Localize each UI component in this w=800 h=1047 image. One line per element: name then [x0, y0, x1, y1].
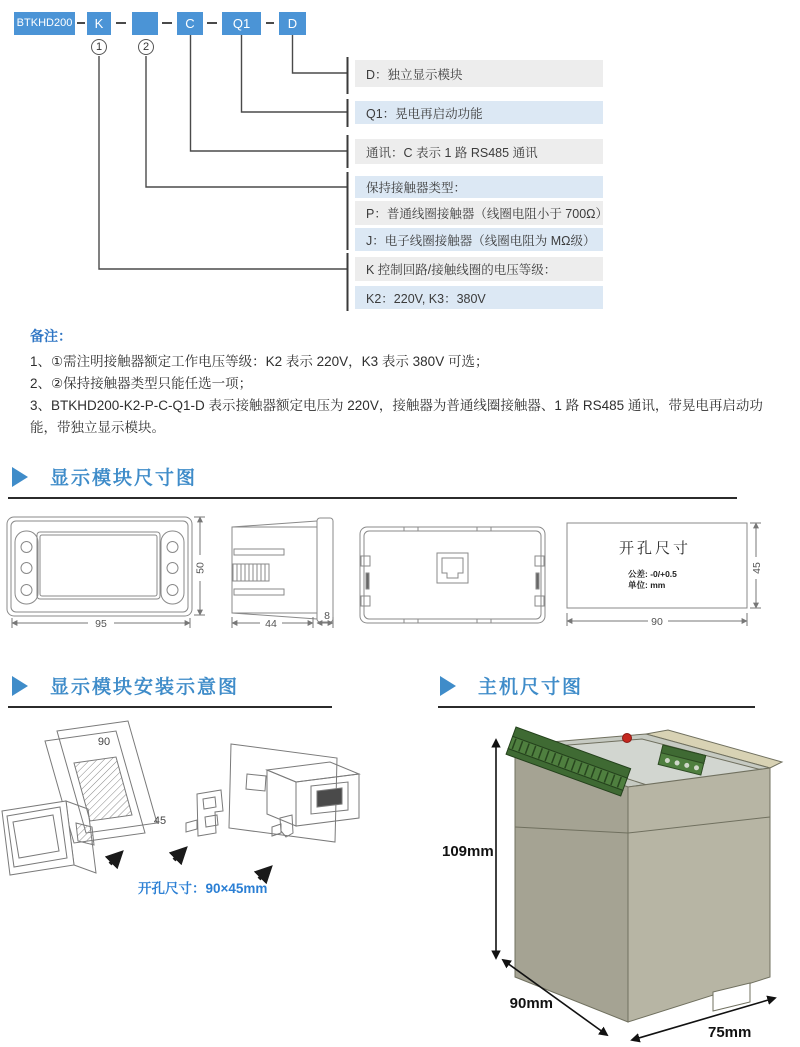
- side-view-dimensions: [232, 617, 333, 628]
- dim-width-label: 75mm: [708, 1024, 752, 1041]
- description-box-k-voltage: K 控制回路/接触线圈的电压等级：: [355, 257, 603, 281]
- triangle-icon: [12, 676, 28, 696]
- installation-left-group: [2, 721, 157, 875]
- host-unit-box: [515, 730, 782, 1022]
- cutout-tolerance: 公差: -0/+0.5: [628, 569, 677, 579]
- reset-button: [623, 734, 632, 743]
- remarks-block: [30, 326, 778, 439]
- circled-marker-1: 1: [91, 39, 107, 55]
- section-title: 显示模块尺寸图: [50, 468, 198, 489]
- description-box-comm: 通讯：C 表示 1 路 RS485 通讯: [355, 139, 603, 164]
- insert-arrows: [110, 850, 269, 879]
- cutout-title: 开孔尺寸: [618, 540, 692, 557]
- circled-marker-2: 2: [138, 39, 154, 55]
- description-box-contactor-type: 保持接触器类型：: [355, 176, 603, 198]
- dim-label-side-bezel: 8: [324, 610, 330, 622]
- model-segment-c: C: [177, 12, 203, 35]
- section-title: 主机尺寸图: [478, 677, 584, 698]
- dim-label-cutout-height: 45: [751, 562, 763, 574]
- remark-item-2: 2、②保持接触器类型只能任选一项；: [30, 376, 253, 391]
- description-box-j: J：电子线圈接触器（线圈电阻为 MΩ级）: [355, 228, 603, 251]
- triangle-icon: [12, 467, 28, 487]
- drawing-rear-view: [360, 527, 545, 623]
- display-dimension-drawings: [0, 505, 800, 655]
- dim-depth-label: 90mm: [509, 995, 553, 1012]
- drawing-front-view: [7, 517, 192, 616]
- section-underline: [438, 706, 755, 708]
- model-segment-k: K: [87, 12, 111, 35]
- section-underline: [8, 497, 737, 499]
- triangle-icon: [440, 676, 456, 696]
- section-underline: [8, 706, 332, 708]
- dim-label-front-height: 50: [194, 562, 207, 574]
- description-box-k2k3: K2：220V, K3：380V: [355, 286, 603, 309]
- model-segment-prefix: BTKHD200: [14, 12, 75, 35]
- dim-label-front-width: 95: [95, 618, 107, 630]
- dim-height-label: 109mm: [442, 843, 494, 860]
- description-box-d: D：独立显示模块: [355, 60, 603, 87]
- remarks-title: 备注：: [30, 328, 72, 344]
- section-installation-header: [12, 672, 239, 699]
- description-box-q1: Q1：晃电再启动功能: [355, 101, 603, 124]
- remark-item-1: 1、①需注明接触器额定工作电压等级：K2 表示 220V，K3 表示 380V 可选；: [30, 354, 489, 369]
- dim-label-side-depth: 44: [265, 618, 277, 630]
- install-dim-width: 90: [97, 736, 111, 748]
- description-box-p: P：普通线圈接触器（线圈电阻小于 700Ω）: [355, 201, 603, 225]
- remark-item-3: 3、BTKHD200-K2-P-C-Q1-D 表示接触器额定电压为 220V，接触器为普通线圈接触器、1 路 RS485 通讯，带晃电再启动功能，带独立显示模块。: [30, 398, 763, 435]
- section-display-size-header: [12, 463, 197, 490]
- dim-label-cutout-width: 90: [651, 616, 663, 628]
- section-title: 显示模块安装示意图: [50, 677, 240, 698]
- cutout-note: 开孔尺寸：90×45mm: [138, 881, 268, 896]
- section-host-size-header: [440, 672, 583, 699]
- model-segment-d: D: [279, 12, 306, 35]
- model-segment-q1: Q1: [222, 12, 261, 35]
- cutout-unit: 单位: mm: [628, 580, 666, 590]
- host-unit-3d: [430, 715, 800, 1047]
- drawing-side-view: [232, 518, 333, 622]
- install-dim-height: 45: [153, 815, 167, 827]
- drawing-cutout: [567, 523, 747, 608]
- installation-right-group: [186, 744, 359, 842]
